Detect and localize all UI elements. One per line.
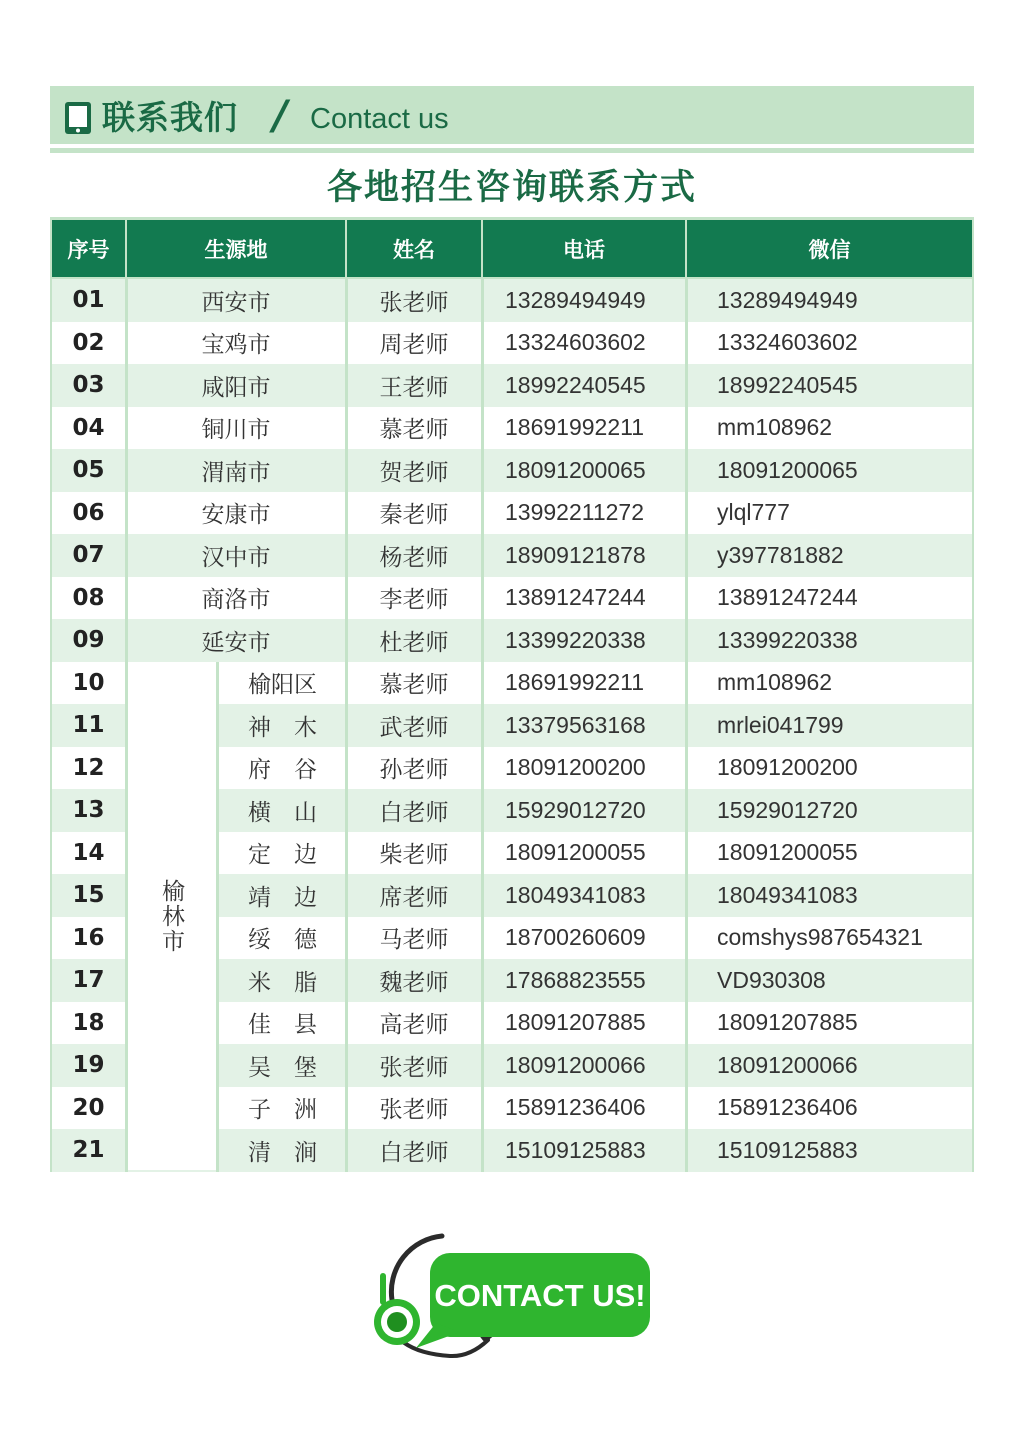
contact-name-cell: 贺老师 <box>379 459 449 486</box>
wechat-cell: 18992240545 <box>717 371 858 398</box>
row-number: 03 <box>72 372 105 399</box>
phone-cell: 18909121878 <box>505 541 646 568</box>
row-number: 16 <box>72 924 105 951</box>
phone-cell: 13289494949 <box>505 286 646 313</box>
column-divider <box>345 279 348 1172</box>
contact-name-cell: 李老师 <box>379 587 449 614</box>
district-cell: 神 木 <box>248 714 317 741</box>
contact-name-cell: 慕老师 <box>379 417 449 444</box>
phone-cell: 15109125883 <box>505 1136 646 1163</box>
contact-name-cell: 马老师 <box>379 927 449 954</box>
region-cell: 咸阳市 <box>201 374 271 401</box>
region-cell: 安康市 <box>201 502 271 529</box>
column-divider <box>481 279 484 1172</box>
wechat-cell: 18091200200 <box>717 754 858 781</box>
row-number: 21 <box>72 1137 105 1164</box>
phone-cell: 18091200055 <box>505 839 646 866</box>
wechat-cell: 18091200065 <box>717 456 858 483</box>
wechat-cell: 15109125883 <box>717 1136 858 1163</box>
region-cell: 铜川市 <box>201 417 271 444</box>
phone-cell: 13324603602 <box>505 329 646 356</box>
header-divider <box>50 148 974 153</box>
wechat-cell: 18091200066 <box>717 1051 858 1078</box>
row-number: 05 <box>72 457 105 484</box>
row-number: 13 <box>72 797 105 824</box>
district-cell: 绥 德 <box>248 927 317 954</box>
header-title-cn: 联系我们 <box>102 98 238 137</box>
region-cell: 商洛市 <box>201 587 271 614</box>
column-header-phone: 电话 <box>483 220 685 277</box>
contact-name-cell: 张老师 <box>379 1097 449 1124</box>
region-cell: 渭南市 <box>201 459 271 486</box>
wechat-cell: 13891247244 <box>717 584 858 611</box>
contact-name-cell: 杜老师 <box>379 629 449 656</box>
region-cell: 延安市 <box>201 629 271 656</box>
column-divider <box>685 279 688 1172</box>
contact-name-cell: 孙老师 <box>379 757 449 784</box>
table-title: 各地招生咨询联系方式 <box>326 168 697 208</box>
phone-cell: 13379563168 <box>505 711 646 738</box>
wechat-cell: 15929012720 <box>717 796 858 823</box>
district-cell: 横 山 <box>248 799 317 826</box>
phone-cell: 18091200200 <box>505 754 646 781</box>
phone-cell: 13992211272 <box>505 499 644 526</box>
district-cell: 榆阳区 <box>248 672 317 699</box>
phone-cell: 18091200066 <box>505 1051 646 1078</box>
phone-cell: 18992240545 <box>505 371 646 398</box>
phone-cell: 17868823555 <box>505 966 646 993</box>
row-number: 09 <box>72 627 105 654</box>
row-number: 01 <box>72 287 105 314</box>
contact-name-cell: 杨老师 <box>379 544 449 571</box>
phone-cell: 18091200065 <box>505 456 646 483</box>
wechat-cell: y397781882 <box>717 541 844 568</box>
contact-name-cell: 白老师 <box>379 799 449 826</box>
district-cell: 米 脂 <box>248 969 317 996</box>
header-slash: / <box>273 93 288 139</box>
wechat-cell: VD930308 <box>717 966 826 993</box>
phone-cell: 15929012720 <box>505 796 646 823</box>
row-number: 14 <box>72 839 105 866</box>
row-number: 15 <box>72 882 105 909</box>
contact-name-cell: 白老师 <box>379 1139 449 1166</box>
row-number: 08 <box>72 584 105 611</box>
column-header-no: 序号 <box>52 220 125 277</box>
wechat-cell: ylql777 <box>717 499 790 526</box>
row-number: 19 <box>72 1052 105 1079</box>
row-number: 18 <box>72 1009 105 1036</box>
row-number: 07 <box>72 542 105 569</box>
district-cell: 府 谷 <box>248 757 317 784</box>
wechat-cell: 13399220338 <box>717 626 858 653</box>
phone-cell: 18691992211 <box>505 669 644 696</box>
wechat-cell: 18049341083 <box>717 881 858 908</box>
column-divider <box>125 279 128 1172</box>
row-number: 04 <box>72 414 105 441</box>
row-number: 12 <box>72 754 105 781</box>
wechat-cell: mrlei041799 <box>717 711 844 738</box>
phone-cell: 18700260609 <box>505 924 646 951</box>
column-header-name: 姓名 <box>347 220 481 277</box>
contact-name-cell: 席老师 <box>379 884 449 911</box>
district-cell: 靖 边 <box>248 884 317 911</box>
phone-cell: 18691992211 <box>505 414 644 441</box>
region-cell: 汉中市 <box>201 544 271 571</box>
contact-name-cell: 慕老师 <box>379 672 449 699</box>
wechat-cell: comshys987654321 <box>717 924 923 951</box>
column-divider <box>216 662 219 1172</box>
contact-name-cell: 秦老师 <box>379 502 449 529</box>
district-cell: 定 边 <box>248 842 317 869</box>
contact-name-cell: 张老师 <box>379 289 449 316</box>
district-cell: 清 涧 <box>248 1139 317 1166</box>
phone-icon <box>63 101 93 135</box>
district-cell: 吴 堡 <box>248 1054 317 1081</box>
phone-cell: 18091207885 <box>505 1009 646 1036</box>
region-cell: 西安市 <box>201 289 271 316</box>
wechat-cell: 18091207885 <box>717 1009 858 1036</box>
phone-cell: 13399220338 <box>505 626 646 653</box>
phone-cell: 18049341083 <box>505 881 646 908</box>
header-title-en: Contact us <box>310 103 449 135</box>
wechat-cell: 15891236406 <box>717 1094 858 1121</box>
contact-name-cell: 高老师 <box>379 1012 449 1039</box>
contact-us-logo-text: CONTACT US! <box>434 1278 646 1313</box>
row-number: 11 <box>72 712 105 739</box>
row-number: 17 <box>72 967 105 994</box>
merged-region-label: 榆林市 <box>158 878 184 954</box>
row-number: 06 <box>72 499 105 526</box>
row-number: 02 <box>72 329 105 356</box>
column-header-region: 生源地 <box>127 220 345 277</box>
district-cell: 子 洲 <box>248 1097 317 1124</box>
row-number: 10 <box>72 669 105 696</box>
contact-name-cell: 张老师 <box>379 1054 449 1081</box>
column-header-wechat: 微信 <box>687 220 972 277</box>
phone-cell: 15891236406 <box>505 1094 646 1121</box>
district-cell: 佳 县 <box>248 1012 317 1039</box>
wechat-cell: mm108962 <box>717 669 833 696</box>
phone-cell: 13891247244 <box>505 584 646 611</box>
row-number: 20 <box>72 1094 105 1121</box>
wechat-cell: 13289494949 <box>717 286 858 313</box>
contact-name-cell: 王老师 <box>379 374 449 401</box>
region-cell: 宝鸡市 <box>201 332 271 359</box>
wechat-cell: mm108962 <box>717 414 833 441</box>
contact-name-cell: 柴老师 <box>379 842 449 869</box>
contact-name-cell: 武老师 <box>379 714 449 741</box>
contact-name-cell: 周老师 <box>379 332 449 359</box>
contact-name-cell: 魏老师 <box>379 969 449 996</box>
wechat-cell: 13324603602 <box>717 329 858 356</box>
wechat-cell: 18091200055 <box>717 839 858 866</box>
